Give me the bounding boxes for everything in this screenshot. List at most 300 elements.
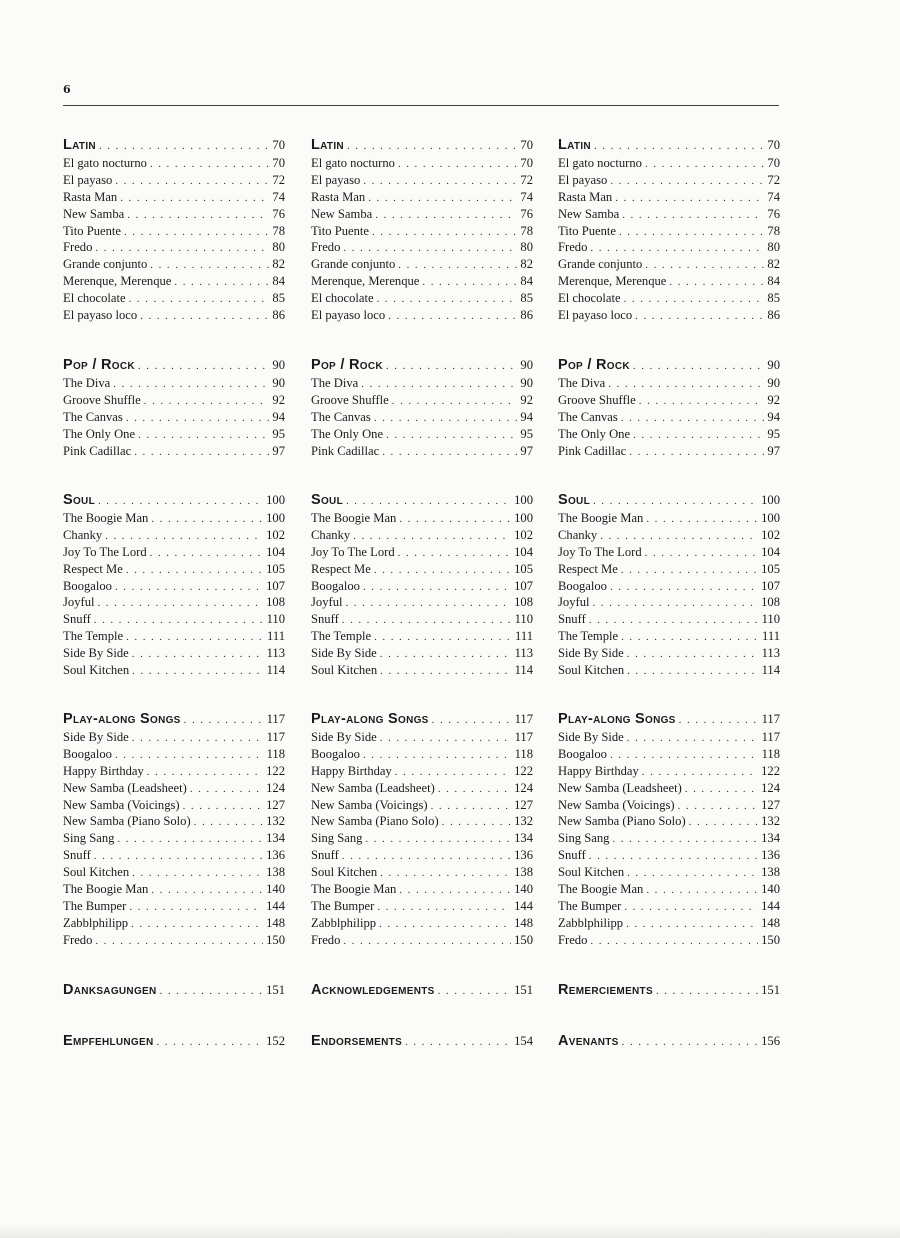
entry-title: Chanky bbox=[558, 527, 598, 542]
toc-entry[interactable] bbox=[558, 578, 780, 595]
toc-entry[interactable] bbox=[311, 561, 533, 578]
toc-entry[interactable] bbox=[558, 256, 780, 273]
dot-leader bbox=[120, 190, 269, 207]
dot-leader bbox=[386, 357, 518, 376]
entry-title: New Samba (Leadsheet) bbox=[63, 780, 187, 795]
entry-title: New Samba (Voicings) bbox=[311, 797, 428, 812]
toc-entry[interactable] bbox=[63, 172, 285, 189]
toc-entry[interactable] bbox=[558, 443, 780, 460]
dot-leader bbox=[140, 308, 269, 325]
dot-leader bbox=[150, 156, 269, 173]
dot-leader bbox=[395, 764, 511, 781]
toc-section bbox=[63, 356, 285, 459]
section-heading[interactable] bbox=[311, 356, 533, 375]
entry-title: Sing Sang bbox=[63, 831, 115, 846]
toc-entry[interactable] bbox=[63, 426, 285, 443]
toc-section bbox=[558, 981, 780, 1000]
section-heading[interactable] bbox=[63, 356, 285, 375]
toc-entry[interactable] bbox=[311, 662, 533, 679]
toc-entry[interactable] bbox=[63, 510, 285, 527]
page-ref: 152 bbox=[266, 1034, 285, 1048]
entry-title: New Samba bbox=[558, 206, 620, 221]
dot-leader bbox=[377, 899, 511, 916]
toc-entry[interactable] bbox=[558, 273, 780, 290]
dot-leader bbox=[99, 137, 269, 156]
toc-entry[interactable] bbox=[311, 797, 533, 814]
toc-entry[interactable] bbox=[311, 256, 533, 273]
toc-entry[interactable] bbox=[558, 594, 780, 611]
section-heading[interactable] bbox=[558, 1032, 780, 1051]
toc-entry[interactable] bbox=[63, 915, 285, 932]
toc-entry[interactable] bbox=[558, 915, 780, 932]
toc-entry[interactable] bbox=[311, 898, 533, 915]
toc-entry[interactable] bbox=[311, 763, 533, 780]
toc-entry[interactable] bbox=[558, 189, 780, 206]
section-title: Soul bbox=[558, 492, 590, 508]
toc-entry[interactable] bbox=[311, 594, 533, 611]
dot-leader bbox=[380, 646, 512, 663]
entry-title: The Only One bbox=[558, 426, 631, 441]
toc-entry[interactable] bbox=[558, 932, 780, 949]
page-ref: 134 bbox=[761, 831, 780, 846]
dot-leader bbox=[353, 528, 511, 545]
section-heading[interactable] bbox=[311, 710, 533, 729]
entry-title: The Boogie Man bbox=[63, 511, 149, 525]
dot-leader bbox=[98, 492, 263, 511]
dot-leader bbox=[656, 982, 758, 1001]
toc-entry[interactable] bbox=[63, 155, 285, 172]
page-ref: 76 bbox=[767, 206, 780, 221]
page-ref: 132 bbox=[266, 814, 285, 829]
toc-entry[interactable] bbox=[63, 864, 285, 881]
page-ref: 144 bbox=[266, 898, 285, 913]
toc-entry[interactable] bbox=[311, 172, 533, 189]
page-ref: 122 bbox=[514, 763, 533, 778]
page-ref: 86 bbox=[272, 308, 285, 323]
dot-leader bbox=[622, 207, 764, 224]
dot-leader bbox=[194, 814, 263, 831]
toc-entry[interactable] bbox=[558, 864, 780, 881]
dot-leader bbox=[689, 814, 758, 831]
page-ref: 108 bbox=[761, 595, 780, 610]
dot-leader bbox=[590, 240, 764, 257]
entry-title: New Samba (Leadsheet) bbox=[311, 780, 435, 795]
page-ref: 82 bbox=[520, 257, 533, 272]
toc-entry[interactable] bbox=[558, 628, 780, 645]
dot-leader bbox=[398, 156, 517, 173]
dot-leader bbox=[610, 173, 764, 190]
toc-entry[interactable] bbox=[63, 797, 285, 814]
toc-entry[interactable] bbox=[558, 290, 780, 307]
page-ref: 114 bbox=[514, 663, 533, 678]
toc-entry[interactable] bbox=[558, 527, 780, 544]
page-ref: 148 bbox=[514, 915, 533, 930]
section-heading[interactable] bbox=[63, 710, 285, 729]
toc-entry[interactable] bbox=[558, 830, 780, 847]
section-heading[interactable] bbox=[63, 136, 285, 155]
section-heading[interactable] bbox=[558, 491, 780, 510]
toc-entry[interactable] bbox=[311, 780, 533, 797]
toc-entry[interactable] bbox=[311, 847, 533, 864]
toc-entry[interactable] bbox=[63, 544, 285, 561]
dot-leader bbox=[131, 916, 263, 933]
section-heading[interactable] bbox=[311, 981, 533, 1000]
toc-entry[interactable] bbox=[63, 206, 285, 223]
toc-entry[interactable] bbox=[558, 239, 780, 256]
toc-entry[interactable] bbox=[311, 645, 533, 662]
dot-leader bbox=[619, 224, 764, 241]
toc-entry[interactable] bbox=[558, 561, 780, 578]
toc-entry[interactable] bbox=[558, 662, 780, 679]
entry-title: Tito Puente bbox=[558, 223, 616, 238]
toc-entry[interactable] bbox=[311, 189, 533, 206]
entry-title: Zabblphilipp bbox=[311, 915, 377, 930]
dot-leader bbox=[94, 848, 263, 865]
toc-entry[interactable] bbox=[311, 307, 533, 324]
toc-entry[interactable] bbox=[311, 273, 533, 290]
section-heading[interactable] bbox=[558, 710, 780, 729]
entry-title: El payaso bbox=[63, 172, 113, 187]
entry-title: The Boogie Man bbox=[63, 882, 149, 897]
dot-leader bbox=[147, 764, 263, 781]
toc-entry[interactable] bbox=[63, 223, 285, 240]
toc-entry[interactable] bbox=[63, 611, 285, 628]
dot-leader bbox=[633, 357, 765, 376]
page-edge-shadow bbox=[0, 1224, 900, 1238]
toc-entry[interactable] bbox=[311, 409, 533, 426]
dot-leader bbox=[105, 528, 263, 545]
entry-title: The Canvas bbox=[63, 409, 123, 424]
toc-entry[interactable] bbox=[63, 409, 285, 426]
page-ref: 70 bbox=[767, 156, 780, 170]
section-heading[interactable] bbox=[63, 491, 285, 510]
page-ref: 151 bbox=[266, 983, 285, 997]
section-title: Acknowledgements bbox=[311, 982, 435, 998]
toc-entry[interactable] bbox=[63, 645, 285, 662]
entry-title: The Boogie Man bbox=[311, 511, 397, 525]
entry-title: Pink Cadillac bbox=[311, 443, 380, 458]
toc-entry[interactable] bbox=[558, 223, 780, 240]
toc-entry[interactable] bbox=[311, 155, 533, 172]
toc-entry[interactable] bbox=[558, 763, 780, 780]
dot-leader bbox=[95, 240, 269, 257]
toc-entry[interactable] bbox=[63, 594, 285, 611]
page-ref: 122 bbox=[266, 763, 285, 778]
page-ref: 86 bbox=[520, 308, 533, 323]
dot-leader bbox=[377, 291, 518, 308]
dot-leader bbox=[432, 711, 512, 730]
toc-entry[interactable] bbox=[63, 881, 285, 898]
toc-entry[interactable] bbox=[63, 290, 285, 307]
section-title: Play-along Songs bbox=[311, 711, 429, 727]
toc-section bbox=[311, 710, 533, 949]
entry-title: Chanky bbox=[311, 527, 351, 542]
toc-entry[interactable] bbox=[311, 932, 533, 949]
page-ref: 74 bbox=[767, 189, 780, 204]
entry-title: Grande conjunto bbox=[311, 257, 396, 272]
toc-entry[interactable] bbox=[63, 898, 285, 915]
toc-entry[interactable] bbox=[311, 527, 533, 544]
toc-entry[interactable] bbox=[558, 544, 780, 561]
page-ref: 108 bbox=[266, 595, 285, 610]
page-ref: 127 bbox=[514, 797, 533, 812]
toc-entry[interactable] bbox=[311, 830, 533, 847]
toc-entry[interactable] bbox=[63, 273, 285, 290]
entry-title: New Samba (Piano Solo) bbox=[63, 814, 191, 829]
page-ref: 97 bbox=[520, 443, 533, 458]
toc-entry[interactable] bbox=[63, 780, 285, 797]
entry-title: Joy To The Lord bbox=[558, 544, 642, 559]
page-ref: 138 bbox=[514, 865, 533, 880]
section-heading[interactable] bbox=[63, 1032, 285, 1051]
section-title: Endorsements bbox=[311, 1033, 403, 1049]
toc-entry[interactable] bbox=[63, 256, 285, 273]
section-title: Play-along Songs bbox=[63, 711, 181, 727]
entry-title: The Canvas bbox=[558, 409, 618, 424]
dot-leader bbox=[97, 595, 263, 612]
dot-leader bbox=[626, 916, 758, 933]
page-ref: 117 bbox=[761, 730, 780, 744]
section-heading[interactable] bbox=[558, 136, 780, 155]
toc-entry[interactable] bbox=[63, 628, 285, 645]
page-ref: 134 bbox=[514, 831, 533, 846]
toc-entry[interactable] bbox=[63, 813, 285, 830]
dot-leader bbox=[150, 545, 263, 562]
page-ref: 154 bbox=[514, 1034, 533, 1048]
page-ref: 70 bbox=[520, 156, 533, 170]
toc-entry[interactable] bbox=[63, 561, 285, 578]
toc-entry[interactable] bbox=[311, 206, 533, 223]
dot-leader bbox=[592, 595, 758, 612]
dot-leader bbox=[622, 1033, 758, 1052]
toc-entry[interactable] bbox=[63, 830, 285, 847]
toc-entry[interactable] bbox=[558, 206, 780, 223]
toc-entry[interactable] bbox=[63, 527, 285, 544]
entry-title: Side By Side bbox=[63, 730, 129, 744]
entry-title: The Only One bbox=[63, 426, 136, 441]
page-ref: 140 bbox=[514, 882, 533, 897]
toc-entry[interactable] bbox=[311, 611, 533, 628]
toc-entry[interactable] bbox=[558, 729, 780, 746]
dot-leader bbox=[399, 511, 511, 528]
dot-leader bbox=[347, 137, 517, 156]
page-ref: 97 bbox=[767, 443, 780, 458]
toc-entry[interactable] bbox=[311, 915, 533, 932]
dot-leader bbox=[398, 257, 517, 274]
toc-entry[interactable] bbox=[558, 847, 780, 864]
toc-entry[interactable] bbox=[558, 898, 780, 915]
toc-entry[interactable] bbox=[63, 189, 285, 206]
page-ref: 150 bbox=[514, 932, 533, 947]
entry-title: Rasta Man bbox=[558, 189, 613, 204]
toc-entry[interactable] bbox=[63, 375, 285, 392]
toc-entry[interactable] bbox=[558, 881, 780, 898]
page-ref: 151 bbox=[514, 983, 533, 997]
page-ref: 90 bbox=[767, 358, 780, 372]
toc-entry[interactable] bbox=[63, 746, 285, 763]
toc-entry[interactable] bbox=[311, 729, 533, 746]
page-ref: 110 bbox=[266, 612, 285, 627]
dot-leader bbox=[124, 224, 269, 241]
entry-title: Soul Kitchen bbox=[63, 865, 130, 880]
dot-leader bbox=[343, 240, 517, 257]
section-heading[interactable] bbox=[558, 981, 780, 1000]
dot-leader bbox=[627, 865, 758, 882]
page-ref: 84 bbox=[520, 274, 533, 289]
page-ref: 107 bbox=[761, 578, 780, 593]
dot-leader bbox=[645, 257, 764, 274]
entry-title: Fredo bbox=[558, 932, 588, 947]
toc-entry[interactable] bbox=[311, 223, 533, 240]
dot-leader bbox=[431, 798, 512, 815]
page-ref: 127 bbox=[761, 797, 780, 812]
toc-entry[interactable] bbox=[558, 409, 780, 426]
toc-entry[interactable] bbox=[311, 290, 533, 307]
page-ref: 100 bbox=[761, 493, 780, 507]
toc-entry[interactable] bbox=[558, 426, 780, 443]
toc-entry[interactable] bbox=[63, 578, 285, 595]
toc-entry[interactable] bbox=[311, 881, 533, 898]
toc-entry[interactable] bbox=[558, 155, 780, 172]
page-ref: 150 bbox=[266, 932, 285, 947]
dot-leader bbox=[115, 747, 264, 764]
section-heading[interactable] bbox=[558, 356, 780, 375]
page-ref: 80 bbox=[767, 240, 780, 255]
entry-title: Sing Sang bbox=[558, 831, 610, 846]
entry-title: El payaso loco bbox=[558, 308, 633, 323]
toc-entry[interactable] bbox=[558, 797, 780, 814]
entry-title: Happy Birthday bbox=[311, 763, 392, 778]
entry-title: El gato nocturno bbox=[63, 156, 147, 170]
entry-title: Soul Kitchen bbox=[63, 663, 130, 678]
toc-entry[interactable] bbox=[558, 611, 780, 628]
toc-entry[interactable] bbox=[558, 392, 780, 409]
toc-entry[interactable] bbox=[558, 375, 780, 392]
page-ref: 134 bbox=[266, 831, 285, 846]
toc-entry[interactable] bbox=[311, 813, 533, 830]
toc-entry[interactable] bbox=[63, 443, 285, 460]
dot-leader bbox=[151, 511, 263, 528]
page-ref: 136 bbox=[514, 848, 533, 863]
dot-leader bbox=[375, 207, 517, 224]
page-ref: 138 bbox=[266, 865, 285, 880]
dot-leader bbox=[372, 224, 517, 241]
page-ref: 100 bbox=[266, 511, 285, 525]
toc-entry[interactable] bbox=[558, 645, 780, 662]
toc-entry[interactable] bbox=[63, 729, 285, 746]
page-ref: 117 bbox=[514, 712, 533, 726]
entry-title: The Canvas bbox=[311, 409, 371, 424]
entry-title: Happy Birthday bbox=[63, 763, 144, 778]
dot-leader bbox=[386, 427, 517, 444]
toc-entry[interactable] bbox=[63, 847, 285, 864]
entry-title: Snuff bbox=[63, 848, 91, 863]
toc-entry[interactable] bbox=[558, 172, 780, 189]
entry-title: Joy To The Lord bbox=[311, 544, 395, 559]
dot-leader bbox=[380, 865, 511, 882]
section-heading[interactable] bbox=[311, 136, 533, 155]
dot-leader bbox=[382, 444, 517, 461]
dot-leader bbox=[160, 982, 264, 1001]
entry-title: The Bumper bbox=[311, 898, 375, 913]
section-heading[interactable] bbox=[311, 491, 533, 510]
dot-leader bbox=[174, 274, 269, 291]
entry-title: El gato nocturno bbox=[558, 156, 642, 170]
section-heading[interactable] bbox=[311, 1032, 533, 1051]
entry-title: New Samba bbox=[63, 206, 125, 221]
toc-entry[interactable] bbox=[63, 239, 285, 256]
dot-leader bbox=[642, 764, 758, 781]
toc-entry[interactable] bbox=[311, 392, 533, 409]
page-ref: 117 bbox=[266, 712, 285, 726]
toc-entry[interactable] bbox=[63, 662, 285, 679]
entry-title: Side By Side bbox=[311, 730, 377, 744]
toc-section bbox=[558, 710, 780, 949]
entry-title: Rasta Man bbox=[63, 189, 118, 204]
dot-leader bbox=[363, 173, 517, 190]
toc-entry[interactable] bbox=[311, 746, 533, 763]
toc-entry[interactable] bbox=[311, 864, 533, 881]
page-ref: 140 bbox=[266, 882, 285, 897]
toc-entry[interactable] bbox=[558, 307, 780, 324]
dot-leader bbox=[380, 663, 511, 680]
toc-entry[interactable] bbox=[558, 780, 780, 797]
toc-entry[interactable] bbox=[63, 392, 285, 409]
entry-title: Snuff bbox=[558, 612, 586, 627]
entry-title: Boogaloo bbox=[63, 578, 112, 593]
page-ref: 148 bbox=[266, 915, 285, 930]
toc-entry[interactable] bbox=[311, 544, 533, 561]
entry-title: The Bumper bbox=[558, 898, 622, 913]
page-ref: 118 bbox=[514, 746, 533, 761]
toc-entry[interactable] bbox=[311, 375, 533, 392]
entry-title: Soul Kitchen bbox=[558, 865, 625, 880]
entry-title: Merenque, Merenque bbox=[558, 274, 667, 289]
page-ref: 104 bbox=[266, 544, 285, 559]
page-ref: 117 bbox=[761, 712, 780, 726]
entry-title: Zabblphilipp bbox=[558, 915, 624, 930]
dot-leader bbox=[113, 376, 269, 393]
toc-entry[interactable] bbox=[311, 578, 533, 595]
toc-entry[interactable] bbox=[63, 932, 285, 949]
entry-title: Happy Birthday bbox=[558, 763, 639, 778]
dot-leader bbox=[380, 730, 512, 747]
toc-entry[interactable] bbox=[311, 443, 533, 460]
toc-entry[interactable] bbox=[311, 239, 533, 256]
toc-entry[interactable] bbox=[311, 510, 533, 527]
page-ref: 105 bbox=[266, 561, 285, 576]
section-heading[interactable] bbox=[63, 981, 285, 1000]
toc-entry[interactable] bbox=[558, 746, 780, 763]
dot-leader bbox=[129, 899, 263, 916]
dot-leader bbox=[594, 137, 764, 156]
page-ref: 70 bbox=[520, 138, 533, 152]
section-title: Latin bbox=[311, 137, 344, 153]
page-ref: 72 bbox=[767, 172, 780, 187]
page-ref: 90 bbox=[272, 358, 285, 372]
dot-leader bbox=[126, 410, 270, 427]
toc-section bbox=[63, 981, 285, 1000]
toc-entry[interactable] bbox=[311, 426, 533, 443]
dot-leader bbox=[363, 747, 512, 764]
toc-entry[interactable] bbox=[558, 510, 780, 527]
page-ref: 85 bbox=[272, 291, 285, 306]
toc-entry[interactable] bbox=[311, 628, 533, 645]
toc-entry[interactable] bbox=[63, 763, 285, 780]
page-ref: 92 bbox=[767, 392, 780, 407]
toc-entry[interactable] bbox=[558, 813, 780, 830]
toc-entry[interactable] bbox=[63, 307, 285, 324]
